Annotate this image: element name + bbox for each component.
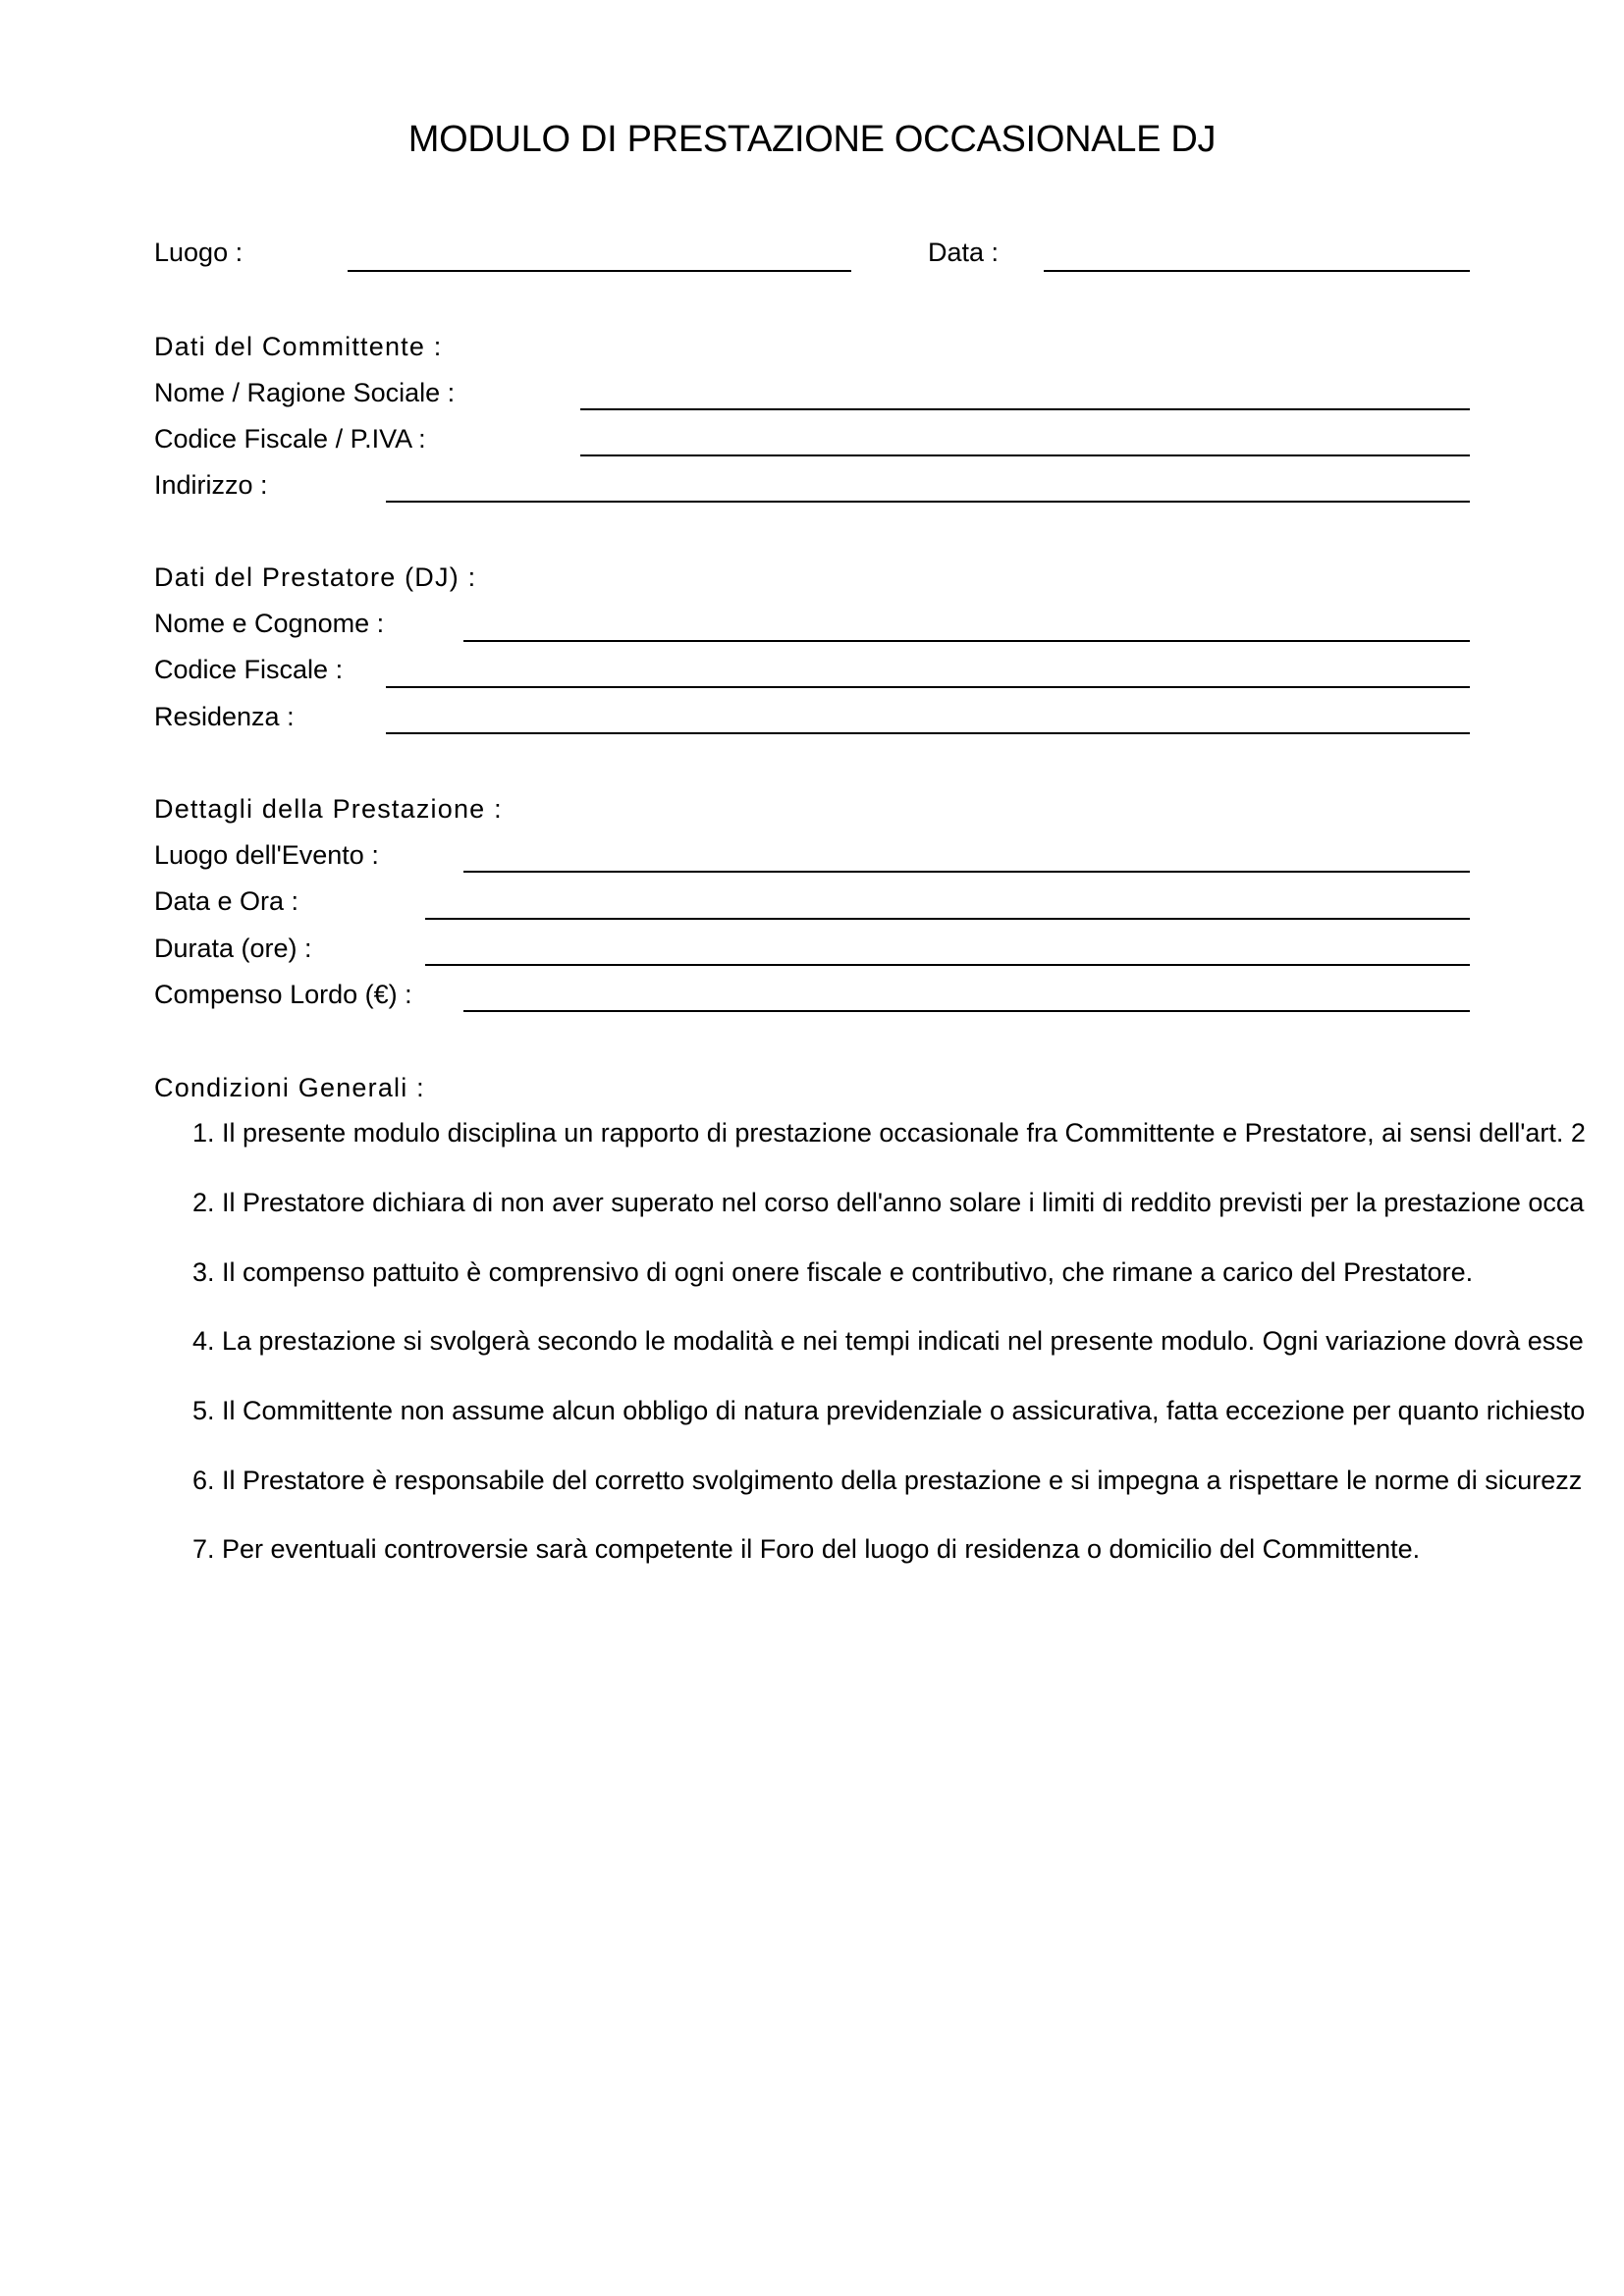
prestazione-luogo-label: Luogo dell'Evento : bbox=[154, 840, 379, 870]
condizione-item: 1. Il presente modulo disciplina un rapporto di prestazione occasionale fra Committente e Prestatore, ai sensi dell'art. 2 bbox=[192, 1118, 1586, 1148]
condizione-item: 3. Il compenso pattuito è comprensivo di ogni onere fiscale e contributivo, che rimane a carico del Prestatore. bbox=[192, 1257, 1474, 1287]
prestazione-data-field[interactable] bbox=[425, 918, 1470, 920]
prestatore-codice-label: Codice Fiscale : bbox=[154, 655, 344, 684]
prestatore-codice-field[interactable] bbox=[386, 686, 1470, 688]
condizione-item: 6. Il Prestatore è responsabile del corretto svolgimento della prestazione e si impegna a rispettare le norme di sicurezz bbox=[192, 1466, 1583, 1495]
committente-nome-field[interactable] bbox=[580, 408, 1470, 410]
condizione-item: 7. Per eventuali controversie sarà competente il Foro del luogo di residenza o domicilio del Committente. bbox=[192, 1534, 1421, 1564]
committente-codice-label: Codice Fiscale / P.IVA : bbox=[154, 424, 426, 454]
data-field[interactable] bbox=[1044, 270, 1470, 272]
prestazione-data-label: Data e Ora : bbox=[154, 886, 299, 916]
committente-indirizzo-label: Indirizzo : bbox=[154, 470, 268, 500]
prestazione-durata-field[interactable] bbox=[425, 964, 1470, 966]
data-label: Data : bbox=[928, 238, 1000, 267]
condizione-item: 4. La prestazione si svolgerà secondo le modalità e nei tempi indicati nel presente modulo. Ogni variazione dovrà esse bbox=[192, 1326, 1584, 1356]
prestazione-compenso-field[interactable] bbox=[463, 1010, 1470, 1012]
prestatore-nome-field[interactable] bbox=[463, 640, 1470, 642]
committente-indirizzo-field[interactable] bbox=[386, 501, 1470, 503]
prestatore-heading: Dati del Prestatore (DJ) : bbox=[154, 562, 477, 592]
document-title: MODULO DI PRESTAZIONE OCCASIONALE DJ bbox=[407, 119, 1217, 160]
committente-heading: Dati del Committente : bbox=[154, 332, 443, 361]
luogo-field[interactable] bbox=[348, 270, 851, 272]
prestazione-durata-label: Durata (ore) : bbox=[154, 934, 312, 963]
committente-nome-label: Nome / Ragione Sociale : bbox=[154, 378, 456, 407]
committente-codice-field[interactable] bbox=[580, 454, 1470, 456]
prestatore-nome-label: Nome e Cognome : bbox=[154, 609, 385, 638]
condizione-item: 5. Il Committente non assume alcun obbligo di natura previdenziale o assicurativa, fatta eccezione per quanto richiesto bbox=[192, 1396, 1586, 1425]
luogo-label: Luogo : bbox=[154, 238, 244, 267]
prestazione-luogo-field[interactable] bbox=[463, 871, 1470, 873]
prestatore-residenza-label: Residenza : bbox=[154, 702, 295, 731]
prestazione-heading: Dettagli della Prestazione : bbox=[154, 794, 503, 824]
prestatore-residenza-field[interactable] bbox=[386, 732, 1470, 734]
prestazione-compenso-label: Compenso Lordo (€) : bbox=[154, 980, 412, 1009]
condizioni-heading: Condizioni Generali : bbox=[154, 1073, 425, 1102]
condizione-item: 2. Il Prestatore dichiara di non aver superato nel corso dell'anno solare i limiti di reddito previsti per la prestazione occa bbox=[192, 1188, 1585, 1217]
